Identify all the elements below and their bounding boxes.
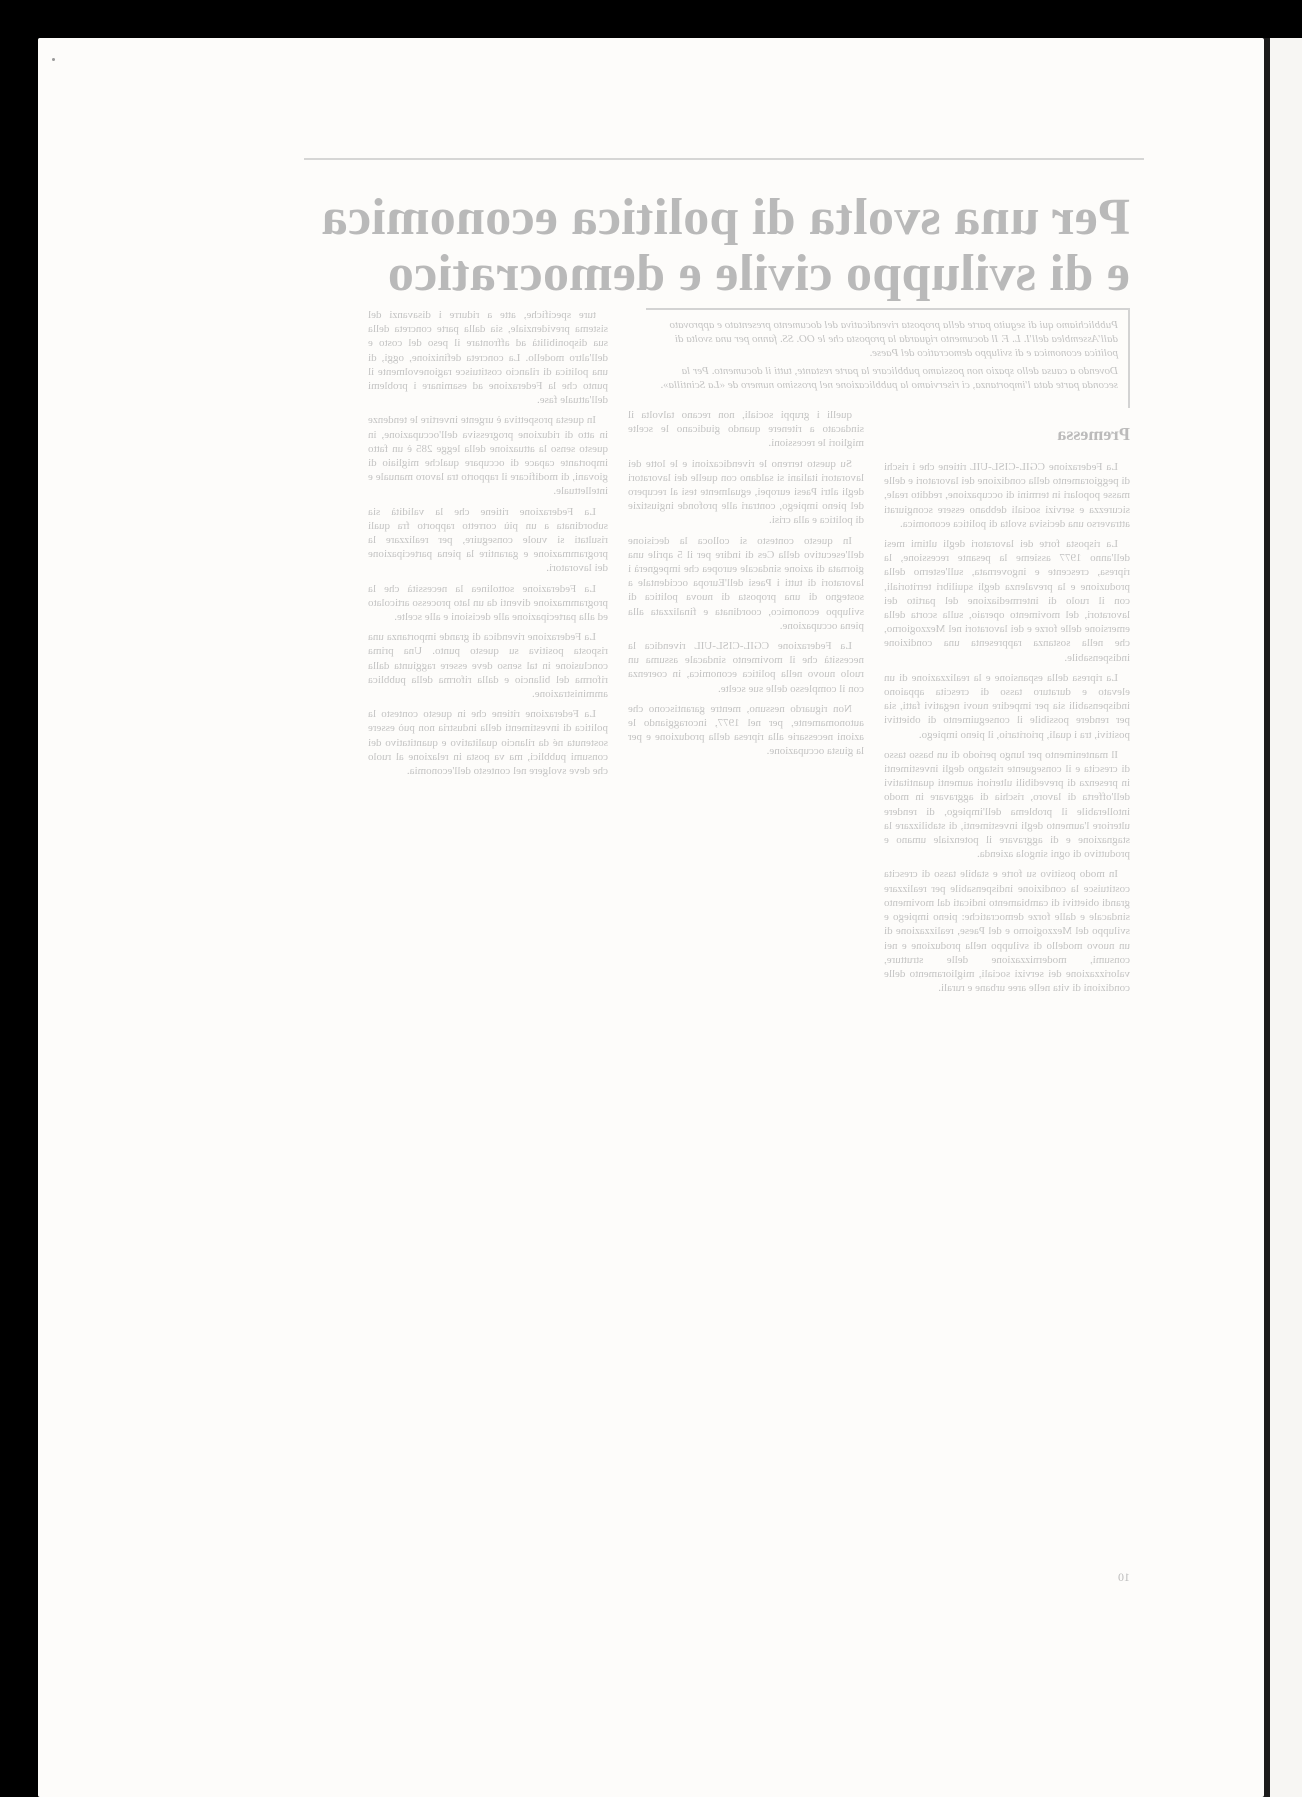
- paragraph: La ripresa della espansione e la realizzazione di un elevato e duraturo tasso di crescita appaiono indispensabili sia per impedire nuovi negativi fatti, sia per rendere possibile il conseguimento di obiettivi positivi, tra i quali, prioritario, il pieno impiego.: [884, 671, 1130, 741]
- paragraph: La Federazione CGIL-CISL-UIL rivendica la necessità che il movimento sindacale assuma un ruolo nuovo nella politica economica, in coerenza con il complesso delle sue scelte.: [628, 640, 864, 695]
- section-title: Premessa: [1057, 424, 1130, 444]
- paragraph: In questo contesto si colloca la decisione dell'esecutivo della Ces di indire per il 5 aprile una giornata di azione sindacale europea che impegnerà i lavoratori di tutti i Paesi dell'Europa occidentale a sostegno di una proposta di nuova politica di sviluppo economico, coordinata e finalizzata alla piena occupazione.: [628, 534, 864, 632]
- dust-speck: [52, 58, 55, 61]
- paragraph: In questa prospettiva è urgente invertire le tendenze in atto di riduzione progressiva dell'occupazione, in questo senso la attuazione della legge 285 è un fatto importante capace di occupare qualche migliaio di giovani, di modificare il rapporto tra lavoro manuale e intellettuale.: [368, 414, 608, 498]
- show-through-article: [290, 150, 1150, 1584]
- paragraph: La risposta forte dei lavoratori degli ultimi mesi dell'anno 1977 assieme la pesante recessione, la ripresa, crescente e ingovernata, sull'esterno della produzione e la prevalenza degli squilibri territoriali, con il ruolo di intermediazione del partito dei lavoratori, del movimento operaio, sulla scorta della emersione delle forze e dei lavoratori nel Mezzogiorno, che nella sostanza rappresenta una condizione indispensabile.: [884, 538, 1130, 664]
- paragraph: ture specifiche, atte a ridurre i disavanzi del sistema previdenziale, sia dalla parte concreta della sua disponibilità ad affrontare il peso del costo e dell'altro modello. La concreta definizione, oggi, di una politica di rilancio costituisce ragionevolmente il punto che la Federazione ad esaminare i problemi dell'attuale fase.: [368, 309, 608, 407]
- intro-paragraph: Pubblichiamo qui di seguito parte della proposta rivendicativa del documento presentato e approvato dall'Assemblea dell'I. L. F. Il documento riguarda la proposta che le OO. SS. fanno per una svolta di politica economica e di sviluppo democratico del Paese.: [669, 319, 1118, 359]
- paragraph: Il mantenimento per lungo periodo di un basso tasso di crescita e il conseguente ristagno degli investimenti in presenza di prevedibili ulteriori aumenti quantitativi dell'offerta di lavoro, rischia di aggravare in modo intollerabile il problema dell'impiego, di rendere ulteriore l'aumento degli investimenti, di stabilizzare la stagnazione e di aggravare il potenziale umano e produttivo di ogni singola azienda.: [884, 748, 1130, 861]
- paragraph: La Federazione sottolinea la necessità che la programmazione diventi da un lato processo articolato ed alla partecipazione alle decisioni e alle scelte.: [368, 582, 608, 624]
- paragraph: Non riguardo nessuno, mentre garantiscono che autonomamente, per nel 1977, incoraggiando le azioni necessarie alla ripresa della produzione e per la giusta occupazione.: [628, 702, 864, 758]
- text-column-2: [628, 408, 864, 1558]
- article-title: Per una svolta di politica economica e di sviluppo civile e democratico: [321, 189, 1130, 302]
- paragraph: La Federazione CGIL-CISL-UIL ritiene che i rischi di peggioramento della condizione dei lavoratori e delle masse popolari in termini di occupazione, reddito reale, sicurezza e servizi sociali debbano essere scongiurati attraverso una decisiva svolta di politica economica.: [884, 461, 1130, 530]
- paragraph: Su questo terreno le rivendicazioni e le lotte dei lavoratori italiani si saldano con quelle dei lavoratori degli altri Paesi europei, egualmente tesi al recupero del pieno impiego, contrari alle profonde ingiustizie di politica e alla crisi.: [628, 457, 864, 527]
- page-number: 10: [1118, 1570, 1130, 1584]
- paragraph: In modo positivo su forte e stabile tasso di crescita costituisce la condizione indispensabile per realizzare grandi obiettivi di cambiamento indicati dal movimento sindacale e dalle forze democratiche: pieno impiego e sviluppo del Mezzogiorno e del Paese, realizzazione di un nuovo modello di sviluppo nella produzione e nei consumi, modernizzazione delle strutture, valorizzazione dei servizi sociali, miglioramento delle condizioni di vita nelle aree urbane e rurali.: [884, 868, 1130, 995]
- facing-page-edge: [1270, 38, 1302, 1797]
- paragraph: La Federazione ritiene che la validità sia subordinata a un più corretto rapporto fra quali risultati si vuole conseguire, per realizzare la programmazione e garantire la piena partecipazione dei lavoratori.: [368, 505, 608, 575]
- text-column-1: [884, 460, 1130, 1570]
- intro-paragraph: Dovendo a causa dello spazio non possiamo pubblicare la parte restante, tutti il documento. Per la seconda parte data l'importanza, ci riserviamo la pubblicazione nel prossimo numero de «La Scintilla».: [660, 365, 1118, 391]
- paragraph: La Federazione ritiene che in questo contesto la politica di investimenti della industria non può essere sostenuta né da rilancio qualitativo e quantitativo dei consumi pubblici, ma va posta in relazione al ruolo che deve svolgere nel contesto dell'economia.: [368, 708, 608, 778]
- text-column-3: [368, 308, 608, 1558]
- paragraph: quelli i gruppi sociali, non recano talvolta il sindacato a ritenere quando giudicano le scelte migliori le recessioni.: [628, 409, 864, 450]
- top-rule: [304, 158, 1144, 160]
- intro-box: [646, 308, 1130, 408]
- paragraph: La Federazione rivendica di grande importanza una risposta positiva su questo punto. Una prima conclusione in tal senso deve essere raggiunta dalla riforma del bilancio e dalla riforma della pubblica amministrazione.: [368, 631, 608, 701]
